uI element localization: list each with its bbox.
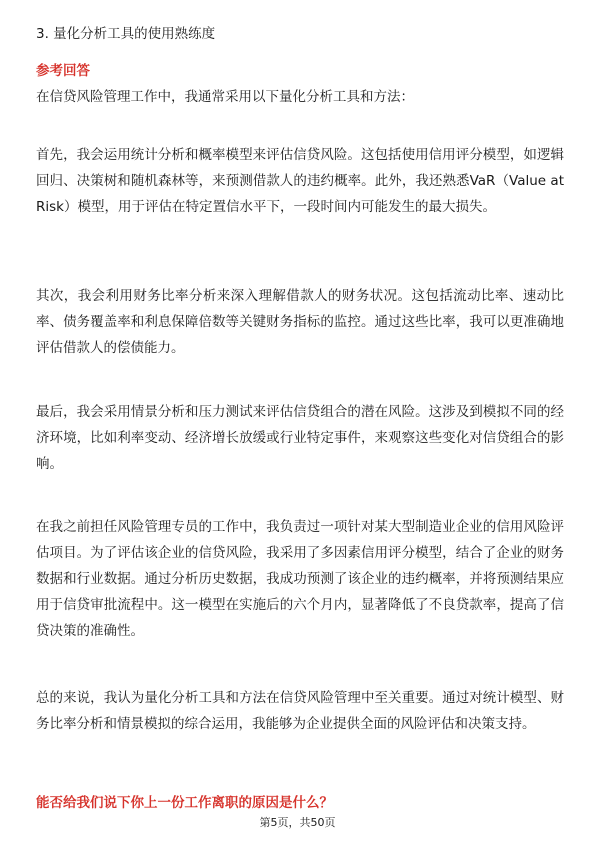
answer-paragraph-project-example: 在我之前担任风险管理专员的工作中，我负责过一项针对某大型制造业企业的信用风险评估项目。为了评估该企业的信贷风险，我采用了多因素信用评分模型，结合了企业的财务数据和行业数据。通过分析历史数据，我成功预测了该企业的违约概率，并将预测结果应用于信贷审批流程中。这一模型在实施后的六个月内，显著降低了不良贷款率，提高了信贷决策的准确性。 <box>36 519 564 639</box>
answer-paragraph-intro: 在信贷风险管理工作中，我通常采用以下量化分析工具和方法： <box>36 89 414 105</box>
answer-paragraph-statistical-models: 首先，我会运用统计分析和概率模型来评估信贷风险。这包括使用信用评分模型，如逻辑回归、决策树和随机森林等，来预测借款人的违约概率。此外，我还熟悉VaR（Value at Risk）模型，用于评估在特定置信水平下，一段时间内可能发生的最大损失。 <box>36 147 564 215</box>
question-title: 3. 量化分析工具的使用熟练度 <box>36 26 216 42</box>
answer-paragraph-financial-ratios: 其次，我会利用财务比率分析来深入理解借款人的财务状况。这包括流动比率、速动比率、债务覆盖率和利息保障倍数等关键财务指标的监控。通过这些比率，我可以更准确地评估借款人的偿债能力。 <box>36 288 564 356</box>
answer-paragraph-scenario-analysis: 最后，我会采用情景分析和压力测试来评估信贷组合的潜在风险。这涉及到模拟不同的经济环境，比如利率变动、经济增长放缓或行业特定事件，来观察这些变化对信贷组合的影响。 <box>36 404 564 472</box>
answer-paragraph-summary: 总的来说，我认为量化分析工具和方法在信贷风险管理中至关重要。通过对统计模型、财务比率分析和情景模拟的综合运用，我能够为企业提供全面的风险评估和决策支持。 <box>36 690 564 732</box>
next-question-title: 能否给我们说下你上一份工作离职的原因是什么？ <box>36 795 333 811</box>
page-number: 第5页，共50页 <box>259 816 336 829</box>
answer-label: 参考回答 <box>36 63 90 79</box>
